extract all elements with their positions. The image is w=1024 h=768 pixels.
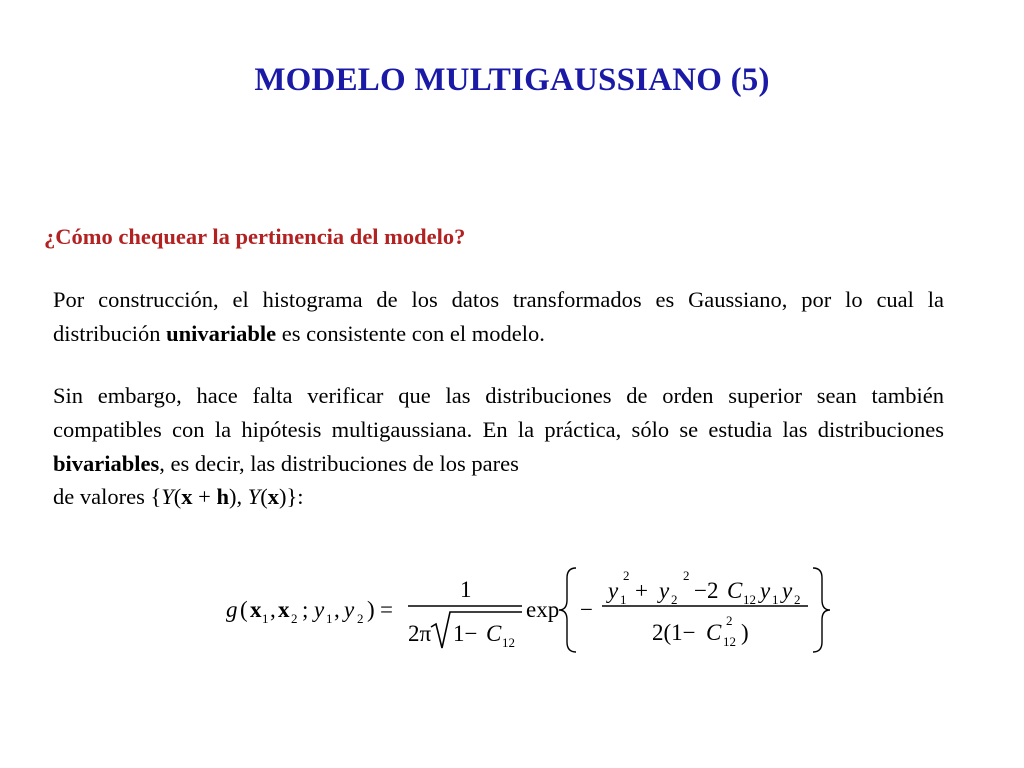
formula-num-y2: y bbox=[659, 578, 670, 603]
formula-num-y1-square: 2 bbox=[623, 568, 630, 583]
formula-exp: exp bbox=[526, 597, 560, 622]
formula-C-1-subscript: 12 bbox=[502, 635, 515, 650]
formula-y2: y bbox=[344, 597, 355, 622]
formula-num-y1-subscript: 1 bbox=[620, 592, 627, 607]
formula-g: g bbox=[226, 597, 238, 622]
bigaussian-density-formula bbox=[224, 562, 834, 662]
formula-y1: y bbox=[314, 597, 325, 622]
p3-paren-open-2: ( bbox=[260, 484, 268, 509]
formula-den-C-square: 2 bbox=[726, 613, 733, 628]
formula-equals: = bbox=[380, 597, 393, 622]
p3-prefix: de valores { bbox=[53, 484, 162, 509]
formula-comma-2: , bbox=[334, 597, 340, 622]
p3-Y-first: Y bbox=[161, 484, 174, 509]
formula-svg bbox=[224, 562, 834, 662]
formula-left-brace bbox=[559, 568, 576, 652]
p1-text-before: Por construcción, el histograma de los datos transformados es Gaussiano, por lo cual la distribución bbox=[53, 287, 944, 346]
formula-x2: x bbox=[278, 597, 290, 622]
slide-subtitle: ¿Cómo chequear la pertinencia del modelo? bbox=[44, 224, 466, 249]
p3-h: h bbox=[216, 484, 229, 509]
formula-x2-subscript: 2 bbox=[291, 611, 298, 626]
p2-text-before: Sin embargo, hace falta verificar que las distribuciones de orden superior sean también compatibles con la hipótesis multigaussiana. En la práctica, sólo se estudia las distribuciones bbox=[53, 383, 944, 442]
formula-y2-subscript: 2 bbox=[357, 611, 364, 626]
p3-x-first: x bbox=[181, 484, 193, 509]
p1-text-after: es consistente con el modelo. bbox=[276, 321, 545, 346]
formula-num-y2-square: 2 bbox=[683, 568, 690, 583]
formula-num-y2b: y bbox=[782, 578, 793, 603]
paragraph-univariable bbox=[53, 283, 944, 351]
p1-bold-term: univariable bbox=[166, 321, 277, 346]
formula-den-two-open: 2(1− bbox=[652, 620, 696, 645]
p2-text-after: , es decir, las distribuciones de los pares bbox=[159, 451, 519, 476]
formula-num-y1b: y bbox=[760, 578, 771, 603]
formula-num-y2b-subscript: 2 bbox=[794, 592, 801, 607]
formula-num-y2-subscript: 2 bbox=[671, 592, 678, 607]
formula-num-C-subscript: 12 bbox=[743, 592, 756, 607]
formula-den-C-subscript: 12 bbox=[723, 634, 736, 649]
formula-close-paren: ) bbox=[367, 597, 375, 622]
p3-Y-second: Y bbox=[247, 484, 261, 509]
formula-den-close: ) bbox=[741, 620, 749, 645]
formula-num-y1: y bbox=[608, 578, 619, 603]
formula-num-plus: + bbox=[635, 578, 648, 603]
paragraph-bivariable bbox=[53, 379, 944, 481]
formula-C-1: C bbox=[486, 621, 502, 646]
formula-one-minus-1: 1− bbox=[453, 621, 478, 646]
p3-paren-open-1: ( bbox=[173, 484, 182, 509]
formula-y1-subscript: 1 bbox=[326, 611, 333, 626]
formula-leading-minus: − bbox=[580, 597, 593, 622]
formula-den-C: C bbox=[706, 620, 722, 645]
p2-bold-term: bivariables bbox=[53, 451, 160, 476]
formula-num-minus-two: −2 bbox=[694, 578, 719, 603]
formula-num-y1b-subscript: 1 bbox=[772, 592, 779, 607]
formula-num-C: C bbox=[727, 578, 743, 603]
formula-comma-1: , bbox=[270, 597, 276, 622]
p3-x-second: x bbox=[267, 484, 280, 509]
slide-title: MODELO MULTIGAUSSIANO (5) bbox=[254, 62, 770, 98]
formula-x1: x bbox=[250, 597, 262, 622]
formula-numerator-one: 1 bbox=[460, 577, 472, 602]
formula-two-pi: 2π bbox=[408, 621, 432, 646]
formula-right-brace bbox=[813, 568, 830, 652]
p3-plus: + bbox=[192, 484, 217, 509]
formula-semicolon: ; bbox=[302, 597, 309, 622]
p3-mid: ), bbox=[229, 484, 248, 509]
paragraph-pairs bbox=[53, 480, 944, 514]
p3-suffix: )}: bbox=[279, 484, 304, 509]
formula-x1-subscript: 1 bbox=[262, 611, 269, 626]
formula-open-paren: ( bbox=[240, 597, 248, 622]
